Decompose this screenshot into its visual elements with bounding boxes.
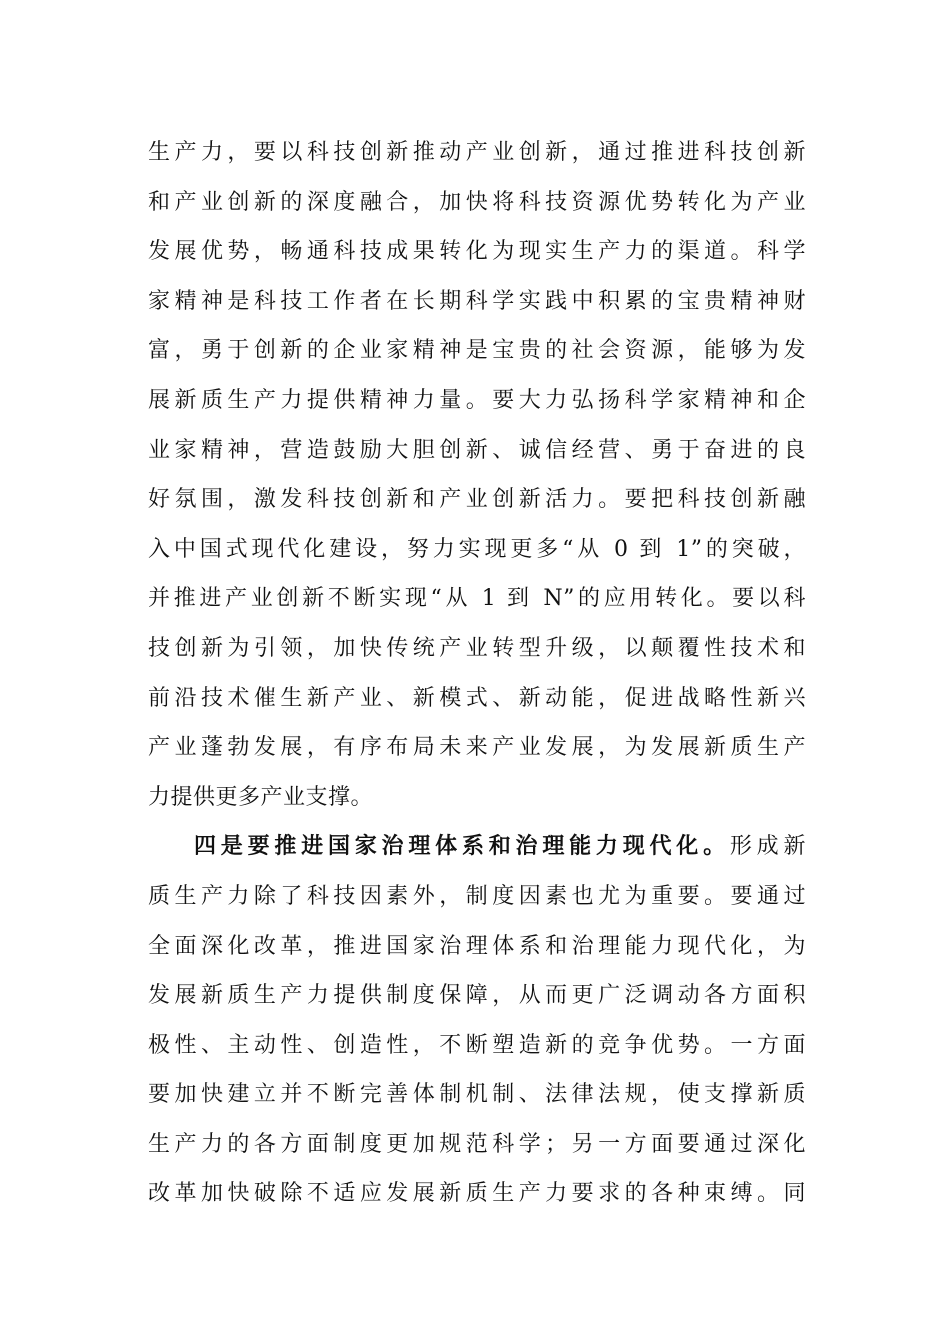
paragraph-line: 质生产力除了科技因素外，制度因素也尤为重要。要通过 xyxy=(148,883,806,909)
paragraph-line: 业家精神，营造鼓励大胆创新、诚信经营、勇于奋进的良 xyxy=(148,437,806,463)
paragraph-line: 全面深化改革，推进国家治理体系和治理能力现代化，为 xyxy=(148,933,806,959)
paragraph-2 xyxy=(148,822,806,1219)
paragraph-line: 要加快建立并不断完善体制机制、法律法规，使支撑新质 xyxy=(148,1082,806,1108)
paragraph-line: 好氛围，激发科技创新和产业创新活力。要把科技创新融 xyxy=(148,487,806,513)
paragraph-line: 并推进产业创新不断实现“从 1 到 N”的应用转化。要以科 xyxy=(148,586,806,612)
paragraph-line: 展新质生产力提供精神力量。要大力弘扬科学家精神和企 xyxy=(148,387,806,413)
paragraph-line: 力提供更多产业支撑。 xyxy=(148,784,374,810)
paragraph-line: 入中国式现代化建设，努力实现更多“从 0 到 1”的突破， xyxy=(148,536,806,562)
paragraph-line: 和产业创新的深度融合，加快将科技资源优势转化为产业 xyxy=(148,189,806,215)
paragraph-line: 前沿技术催生新产业、新模式、新动能，促进战略性新兴 xyxy=(148,685,806,711)
paragraph-line: 生产力的各方面制度更加规范科学；另一方面要通过深化 xyxy=(148,1131,806,1157)
paragraph-line: 生产力，要以科技创新推动产业创新，通过推进科技创新 xyxy=(148,140,806,165)
paragraph-line: 发展新质生产力提供制度保障，从而更广泛调动各方面积 xyxy=(148,983,806,1009)
paragraph-line: 富，勇于创新的企业家精神是宝贵的社会资源，能够为发 xyxy=(148,338,806,364)
paragraph-1 xyxy=(148,128,806,822)
paragraph-first-line xyxy=(148,822,806,872)
paragraph-line: 技创新为引领，加快传统产业转型升级，以颠覆性技术和 xyxy=(148,635,806,661)
paragraph-line: 家精神是科技工作者在长期科学实践中积累的宝贵精神财 xyxy=(148,288,806,314)
section-heading: 四是要推进国家治理体系和治理能力现代化。 xyxy=(194,834,730,860)
heading-continuation: 形成新 xyxy=(729,834,806,860)
paragraph-line: 产业蓬勃发展，有序布局未来产业发展，为发展新质生产 xyxy=(148,735,806,761)
paragraph-line: 改革加快破除不适应发展新质生产力要求的各种束缚。同 xyxy=(148,1181,806,1207)
document-body xyxy=(148,128,806,1219)
paragraph-line: 极性、主动性、创造性，不断塑造新的竞争优势。一方面 xyxy=(148,1032,806,1058)
paragraph-line: 发展优势，畅通科技成果转化为现实生产力的渠道。科学 xyxy=(148,239,806,265)
